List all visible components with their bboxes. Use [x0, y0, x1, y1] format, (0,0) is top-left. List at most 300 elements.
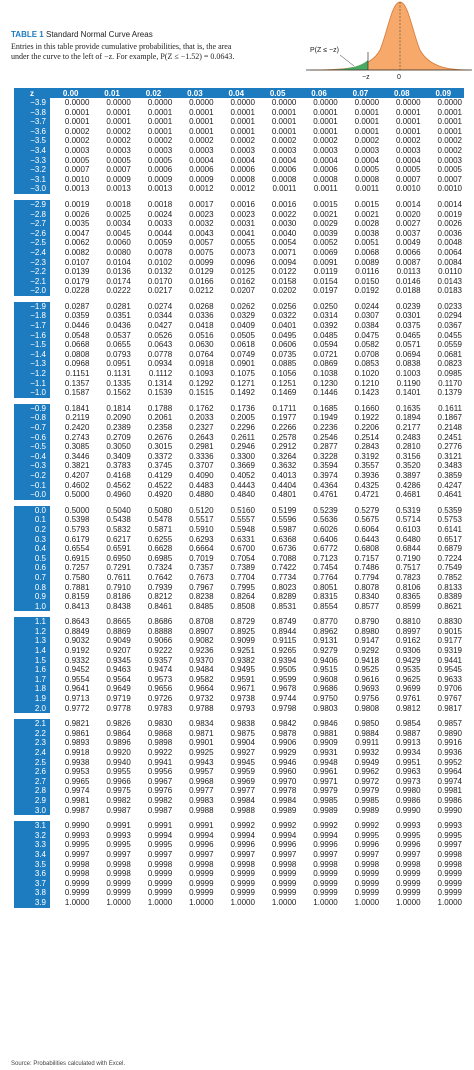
probability-cell: 0.0314: [313, 311, 338, 321]
probability-cell: 0.0367: [437, 321, 462, 331]
column-header-0.09: 0.09: [423, 88, 464, 98]
probability-cell: 0.7389: [230, 563, 255, 573]
probability-cell: 0.3974: [313, 470, 338, 480]
probability-cell: 0.9960: [271, 767, 297, 777]
probability-cell: 0.4562: [106, 480, 131, 490]
probability-cell: 0.0049: [396, 238, 421, 248]
probability-cell: 0.0001: [189, 117, 214, 127]
probability-cell: 0.9920: [106, 748, 131, 757]
probability-cell: 0.9834: [189, 719, 214, 729]
probability-cell: 0.9406: [313, 655, 338, 665]
probability-cell: 0.6368: [271, 534, 297, 544]
probability-cell: 0.9251: [230, 646, 255, 656]
probability-cell: 0.9998: [189, 859, 214, 869]
probability-cell: 0.6064: [354, 524, 380, 534]
probability-cell: 0.9999: [271, 878, 297, 888]
probability-cell: 0.0013: [106, 184, 131, 194]
probability-cell: 0.8023: [271, 582, 297, 592]
table-row: [14, 471, 464, 481]
probability-cell: 0.4090: [189, 470, 214, 480]
probability-cell: 0.7734: [271, 572, 297, 582]
probability-cell: 0.4840: [230, 490, 255, 500]
probability-cell: 0.0336: [189, 311, 214, 321]
probability-cell: 0.1038: [313, 369, 338, 379]
probability-cell: 0.9999: [354, 878, 380, 888]
probability-cell: 0.9463: [106, 665, 131, 675]
column-header-0.03: 0.03: [174, 88, 215, 98]
probability-cell: 0.1562: [106, 388, 131, 398]
probability-cell: 0.0003: [230, 145, 255, 155]
probability-cell: 0.0853: [354, 359, 380, 369]
probability-cell: 0.3821: [64, 461, 90, 471]
probability-cell: 0.9881: [313, 728, 338, 738]
probability-cell: 0.0002: [106, 136, 131, 146]
probability-cell: 0.8770: [313, 617, 338, 627]
probability-cell: 0.3409: [106, 451, 131, 461]
probability-cell: 0.9599: [271, 674, 297, 684]
probability-cell: 0.6879: [437, 544, 462, 554]
probability-cell: 0.1335: [106, 378, 131, 388]
probability-cell: 0.9817: [437, 703, 462, 713]
probability-cell: 0.0166: [189, 276, 214, 286]
probability-cell: 0.5279: [354, 505, 380, 515]
probability-cell: 0.9625: [396, 674, 421, 684]
probability-cell: 0.9998: [106, 859, 131, 869]
prob-label: P(Z ≤ −z): [310, 47, 339, 54]
probability-cell: 0.1314: [147, 378, 173, 388]
probability-cell: 0.0002: [396, 136, 421, 146]
probability-cell: 0.9505: [271, 665, 297, 675]
probability-cell: 0.0023: [230, 209, 255, 219]
table-row: [14, 602, 464, 612]
probability-cell: 0.9192: [64, 646, 90, 656]
probability-cell: 0.8554: [313, 601, 338, 611]
probability-cell: 0.9996: [189, 840, 214, 850]
probability-cell: 0.9803: [313, 703, 338, 713]
probability-cell: 0.1977: [271, 413, 297, 423]
probability-cell: 0.8577: [354, 601, 380, 611]
probability-cell: 0.0035: [64, 219, 90, 229]
probability-cell: 0.6331: [230, 534, 255, 544]
probability-cell: 0.9861: [64, 728, 90, 738]
z-value-cell: −2.3: [14, 258, 50, 268]
probability-cell: 0.0010: [437, 184, 462, 194]
probability-cell: 0.0002: [230, 136, 255, 146]
table-row: [14, 767, 464, 777]
probability-cell: 0.0012: [189, 184, 214, 194]
probability-cell: 0.0002: [189, 136, 214, 146]
probability-cell: 0.7291: [106, 563, 131, 573]
probability-cell: 1.0000: [230, 897, 255, 907]
z-value-cell: −2.5: [14, 238, 50, 248]
table-row: [14, 108, 464, 118]
probability-cell: 0.0465: [396, 330, 421, 340]
table-row: [14, 888, 464, 898]
probability-cell: 0.9936: [437, 748, 462, 757]
probability-cell: 0.0239: [396, 301, 421, 311]
probability-cell: 0.9941: [147, 757, 173, 767]
probability-cell: 0.0084: [437, 257, 462, 267]
table-row: [14, 898, 464, 908]
probability-cell: 0.9441: [437, 655, 462, 665]
table-row: [14, 563, 464, 573]
z-value-cell: 2.7: [14, 777, 50, 787]
probability-cell: 0.2546: [313, 432, 338, 442]
probability-cell: 0.2743: [64, 432, 90, 442]
probability-cell: 0.1711: [272, 403, 297, 413]
probability-cell: 0.8944: [271, 626, 297, 636]
probability-cell: 0.9896: [106, 738, 131, 748]
probability-cell: 0.0183: [437, 286, 462, 296]
probability-cell: 0.5675: [354, 515, 380, 525]
probability-cell: 0.0000: [354, 98, 380, 107]
probability-cell: 0.0008: [271, 174, 297, 184]
probability-cell: 0.8389: [437, 592, 462, 602]
z-value-cell: 3.7: [14, 879, 50, 889]
probability-cell: 0.0150: [354, 276, 380, 286]
probability-cell: 0.0838: [396, 359, 421, 369]
probability-cell: 0.9032: [64, 636, 90, 646]
table-row: [14, 665, 464, 675]
probability-cell: 0.0119: [313, 267, 338, 277]
probability-cell: 0.0011: [355, 184, 380, 194]
probability-cell: 0.3336: [189, 451, 214, 461]
z-value-cell: 3.6: [14, 869, 50, 879]
probability-cell: 0.0170: [147, 276, 173, 286]
probability-cell: 0.1841: [64, 403, 90, 413]
z-value-cell: −3.4: [14, 146, 50, 156]
probability-cell: 0.0004: [230, 155, 255, 165]
probability-cell: 0.9998: [354, 859, 380, 869]
probability-cell: 0.8289: [271, 592, 297, 602]
probability-cell: 0.0001: [437, 107, 462, 117]
probability-cell: 0.9969: [230, 776, 255, 786]
probability-cell: 0.0096: [230, 257, 255, 267]
probability-cell: 0.9980: [396, 786, 421, 796]
probability-cell: 0.9744: [271, 694, 297, 704]
probability-cell: 0.2033: [189, 413, 214, 423]
probability-cell: 0.0001: [147, 126, 173, 136]
probability-cell: 0.0069: [313, 247, 338, 257]
table-row: [14, 156, 464, 166]
source-note: Source: Probabilities calculated with Excel.: [11, 1061, 126, 1067]
probability-cell: 0.9279: [313, 646, 338, 656]
probability-cell: 0.0256: [271, 301, 297, 311]
probability-cell: 0.0192: [354, 286, 380, 296]
probability-cell: 0.4129: [147, 470, 173, 480]
z-value-cell: 2.5: [14, 758, 50, 768]
probability-cell: 0.9940: [106, 757, 131, 767]
probability-cell: 0.9875: [230, 728, 255, 738]
z-value-cell: −0.9: [14, 404, 50, 414]
table-row: [14, 267, 464, 277]
probability-cell: 0.7454: [313, 563, 338, 573]
probability-cell: 0.0735: [271, 349, 297, 359]
probability-cell: 0.9995: [354, 830, 380, 840]
probability-cell: 0.1515: [189, 388, 214, 398]
probability-cell: 0.0571: [396, 340, 421, 350]
probability-cell: 0.0162: [230, 276, 255, 286]
probability-cell: 0.1020: [354, 369, 380, 379]
probability-cell: 0.0516: [189, 330, 214, 340]
probability-cell: 0.9918: [64, 748, 90, 757]
probability-cell: 0.9719: [106, 694, 131, 704]
probability-cell: 0.2877: [313, 442, 338, 452]
probability-cell: 0.0418: [189, 321, 214, 331]
normal-curve-area: [310, 2, 470, 70]
probability-cell: 0.0268: [189, 301, 214, 311]
probability-cell: 0.1230: [313, 378, 338, 388]
probability-cell: 0.9582: [189, 674, 214, 684]
probability-cell: 0.2946: [230, 442, 255, 452]
probability-cell: 0.2296: [230, 423, 255, 432]
probability-cell: 0.0048: [437, 238, 462, 248]
table-row: [14, 831, 464, 841]
probability-cell: 0.0003: [313, 145, 338, 155]
probability-cell: 0.9798: [271, 703, 297, 713]
table-row: [14, 738, 464, 748]
probability-cell: 0.4325: [354, 480, 380, 490]
probability-cell: 0.9955: [106, 767, 131, 777]
probability-cell: 0.9948: [313, 757, 338, 767]
probability-cell: 0.9976: [147, 786, 173, 796]
probability-cell: 0.9998: [64, 859, 90, 869]
probability-cell: 0.0001: [313, 126, 338, 136]
probability-cell: 0.9985: [313, 795, 338, 805]
z-value-cell: 2.0: [14, 704, 50, 714]
probability-cell: 0.9838: [230, 719, 255, 729]
probability-cell: 0.9931: [313, 748, 338, 757]
probability-cell: 0.7224: [437, 553, 462, 563]
probability-cell: 0.9474: [147, 665, 173, 675]
z-value-cell: −2.1: [14, 277, 50, 287]
probability-cell: 0.0985: [437, 369, 462, 379]
probability-cell: 0.0040: [271, 228, 297, 238]
z-value-cell: −0.7: [14, 423, 50, 433]
table-row: [14, 694, 464, 704]
probability-cell: 0.0009: [106, 174, 131, 184]
probability-cell: 0.0110: [438, 267, 462, 277]
probability-cell: 0.8643: [64, 617, 90, 627]
probability-cell: 0.0446: [64, 321, 90, 331]
probability-cell: 0.9981: [64, 795, 90, 805]
probability-cell: 0.6103: [396, 524, 421, 534]
z-value-cell: 0.7: [14, 573, 50, 583]
probability-cell: 0.0012: [230, 184, 255, 194]
probability-cell: 0.0375: [396, 321, 421, 331]
probability-cell: 0.9999: [437, 869, 462, 879]
probability-cell: 0.4522: [147, 480, 173, 490]
probability-cell: 0.9946: [271, 757, 297, 767]
table-row: [14, 879, 464, 889]
probability-cell: 0.3783: [106, 461, 131, 471]
probability-cell: 0.4364: [313, 480, 338, 490]
probability-cell: 0.9999: [147, 878, 173, 888]
z-value-cell: −3.7: [14, 117, 50, 127]
probability-cell: 0.2177: [396, 423, 421, 432]
probability-cell: 0.9949: [354, 757, 380, 767]
probability-cell: 0.3264: [271, 451, 297, 461]
z-value-cell: −0.0: [14, 490, 50, 500]
probability-cell: 0.0008: [313, 174, 338, 184]
probability-cell: 0.9999: [396, 878, 421, 888]
probability-cell: 0.0823: [437, 359, 462, 369]
probability-cell: 0.0060: [106, 238, 131, 248]
probability-cell: 0.5120: [189, 505, 214, 515]
probability-cell: 0.0003: [271, 145, 297, 155]
probability-cell: 0.9995: [106, 840, 131, 850]
probability-cell: 0.9975: [106, 786, 131, 796]
probability-cell: 0.0274: [147, 301, 173, 311]
probability-cell: 0.1190: [396, 378, 421, 388]
probability-cell: 0.0968: [64, 359, 90, 369]
probability-cell: 0.6406: [313, 534, 338, 544]
probability-cell: 0.9993: [106, 830, 131, 840]
probability-cell: 0.0125: [230, 267, 255, 277]
table-row: [14, 277, 464, 287]
probability-cell: 0.9394: [271, 655, 297, 665]
table-row: [14, 617, 464, 627]
probability-cell: 0.9997: [230, 849, 255, 859]
probability-cell: 0.9830: [147, 719, 173, 729]
probability-cell: 0.0068: [354, 247, 380, 257]
probability-cell: 0.3557: [354, 461, 380, 471]
probability-cell: 0.0113: [396, 267, 421, 277]
probability-cell: 0.9979: [313, 786, 338, 796]
probability-cell: 0.0082: [64, 247, 90, 257]
probability-cell: 0.0003: [396, 145, 421, 155]
probability-cell: 0.9713: [64, 694, 90, 704]
table-row: [14, 229, 464, 239]
table-row: [14, 869, 464, 879]
probability-cell: 0.7324: [147, 563, 173, 573]
probability-cell: 0.9846: [313, 719, 338, 729]
probability-cell: 0.7852: [437, 572, 462, 582]
z-value-cell: 2.8: [14, 786, 50, 796]
probability-cell: 0.1112: [148, 369, 173, 379]
table-row: [14, 506, 464, 516]
probability-cell: 0.0001: [230, 117, 255, 127]
probability-cell: 0.2981: [189, 442, 214, 452]
probability-cell: 0.0681: [437, 349, 462, 359]
probability-cell: 0.9418: [354, 655, 380, 665]
table-row: [14, 646, 464, 656]
z-value-cell: −1.0: [14, 388, 50, 398]
probability-cell: 0.9671: [230, 684, 255, 694]
probability-cell: 0.8531: [271, 601, 297, 611]
probability-cell: 0.5832: [106, 524, 131, 534]
probability-cell: 0.0007: [64, 165, 90, 175]
neg-z-label: −z: [362, 74, 370, 81]
probability-cell: 0.9999: [106, 888, 131, 898]
probability-cell: 0.0055: [230, 238, 255, 248]
probability-cell: 0.3707: [189, 461, 214, 471]
z-value-cell: −3.3: [14, 156, 50, 166]
probability-cell: 0.9857: [437, 719, 462, 729]
probability-cell: 0.9999: [230, 878, 255, 888]
probability-cell: 0.0202: [271, 286, 297, 296]
probability-cell: 0.2358: [147, 423, 173, 432]
probability-cell: 0.9664: [189, 684, 214, 694]
probability-cell: 0.0008: [354, 174, 380, 184]
probability-cell: 0.9978: [271, 786, 297, 796]
z-value-cell: 3.8: [14, 888, 50, 898]
probability-cell: 0.9998: [271, 859, 297, 869]
probability-cell: 0.3897: [396, 470, 421, 480]
probability-cell: 0.9904: [230, 738, 255, 748]
probability-cell: 0.7486: [354, 563, 380, 573]
probability-cell: 0.0001: [354, 117, 380, 127]
probability-cell: 0.9706: [437, 684, 462, 694]
probability-cell: 0.9699: [396, 684, 421, 694]
probability-cell: 0.0033: [147, 219, 173, 229]
probability-cell: 0.9993: [64, 830, 90, 840]
probability-cell: 0.8078: [354, 582, 380, 592]
table-row: [14, 840, 464, 850]
probability-cell: 0.7190: [396, 553, 421, 563]
probability-cell: 0.0044: [147, 228, 173, 238]
probability-cell: 0.0075: [189, 247, 214, 257]
probability-cell: 0.9981: [437, 786, 462, 796]
probability-cell: 0.9982: [147, 795, 173, 805]
z-value-cell: 1.3: [14, 636, 50, 646]
probability-cell: 0.2843: [354, 442, 380, 452]
probability-cell: 0.5000: [64, 505, 90, 515]
z-value-cell: 2.1: [14, 719, 50, 729]
probability-cell: 0.0028: [354, 219, 380, 229]
table-header: [0, 0, 474, 88]
table-row: [14, 219, 464, 229]
probability-cell: 0.0087: [396, 257, 421, 267]
probability-cell: 0.9452: [64, 665, 90, 675]
z-value-cell: −1.2: [14, 369, 50, 379]
probability-cell: 0.0018: [106, 199, 131, 209]
probability-cell: 0.0427: [147, 321, 173, 331]
probability-cell: 0.9826: [106, 719, 131, 729]
probability-cell: 0.0244: [354, 301, 380, 311]
probability-cell: 0.9988: [189, 805, 214, 815]
probability-cell: 0.0630: [189, 340, 214, 350]
z-value-cell: 1.0: [14, 602, 50, 612]
probability-cell: 0.0885: [271, 359, 297, 369]
column-header-0.05: 0.05: [257, 88, 298, 98]
column-header-row: [14, 88, 464, 98]
z-table-body: [14, 98, 464, 908]
probability-cell: 0.0005: [106, 155, 131, 165]
probability-cell: 0.1075: [230, 369, 255, 379]
probability-cell: 0.8051: [313, 582, 338, 592]
table-row: [14, 786, 464, 796]
probability-cell: 0.0007: [106, 165, 131, 175]
probability-cell: 0.0006: [313, 165, 338, 175]
probability-cell: 0.9999: [64, 878, 90, 888]
probability-cell: 0.1271: [230, 378, 255, 388]
probability-cell: 0.9616: [354, 674, 380, 684]
probability-cell: 0.9986: [396, 795, 421, 805]
probability-cell: 0.0001: [354, 126, 380, 136]
table-row: [14, 184, 464, 194]
z-value-cell: −0.2: [14, 471, 50, 481]
probability-cell: 0.9693: [354, 684, 380, 694]
z-value-cell: 1.8: [14, 684, 50, 694]
probability-cell: 0.8212: [147, 592, 173, 602]
probability-cell: 0.9934: [396, 748, 421, 757]
z-value-cell: −2.4: [14, 248, 50, 258]
z-value-cell: −0.8: [14, 413, 50, 423]
probability-cell: 0.4880: [189, 490, 214, 500]
probability-cell: 0.9989: [271, 805, 297, 815]
probability-cell: 0.0401: [271, 321, 297, 331]
